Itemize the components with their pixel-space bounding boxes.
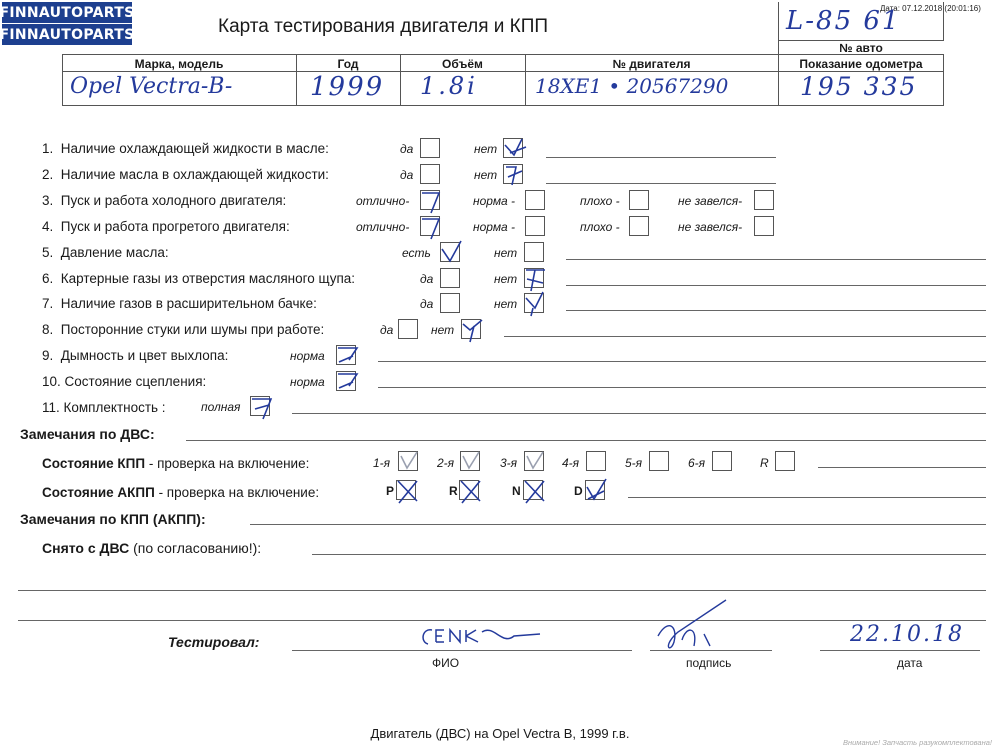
q5-yes-checkbox[interactable] xyxy=(440,242,460,262)
col-header-engine-number: № двигателя xyxy=(612,57,691,71)
volume-value: 1.8i xyxy=(420,72,478,100)
akpp-gear-n-checkbox[interactable] xyxy=(523,480,543,500)
q2-yes-checkbox[interactable] xyxy=(420,164,440,184)
check-mark-icon xyxy=(502,161,528,189)
check-mark-icon xyxy=(523,265,549,293)
q3-option-excellent-label: отлично- xyxy=(356,194,410,208)
q10-normal-checkbox[interactable] xyxy=(336,371,356,391)
q3-option-normal-label: норма - xyxy=(473,194,516,208)
check-mark-icon xyxy=(395,477,421,505)
kpp-gear-4-label: 4-я xyxy=(562,456,580,470)
check-mark-icon xyxy=(460,316,486,344)
brand-logo-repeat: FINNAUTOPARTS xyxy=(2,24,132,45)
q2-option-yes-label: да xyxy=(400,168,414,182)
fio-caption: ФИО xyxy=(432,656,460,670)
akpp-gear-d-checkbox[interactable] xyxy=(585,480,605,500)
signature-caption: подпись xyxy=(686,656,732,670)
model-value: Opel Vectra-B- xyxy=(70,74,233,99)
q5-no-checkbox[interactable] xyxy=(524,242,544,262)
q8-option-no-label: нет xyxy=(431,323,455,337)
check-mark-icon xyxy=(523,290,549,318)
kpp-gear-r-checkbox[interactable] xyxy=(775,451,795,471)
q7-option-yes-label: да xyxy=(420,297,434,311)
removed-parts-label: Снято с ДВС (по согласованию!): xyxy=(42,540,262,556)
akpp-gear-n-label: N xyxy=(512,484,521,498)
engine-remarks-label: Замечания по ДВС: xyxy=(20,426,155,442)
auto-number-label: № авто xyxy=(839,41,883,55)
question-4: 4. Пуск и работа прогретого двигателя: xyxy=(42,219,290,234)
q7-no-checkbox[interactable] xyxy=(524,293,544,313)
col-header-year: Год xyxy=(337,57,359,71)
kpp-gear-2-label: 2-я xyxy=(437,456,455,470)
check-mark-icon xyxy=(335,342,361,370)
check-mark-icon xyxy=(522,477,548,505)
q6-option-no-label: нет xyxy=(494,272,518,286)
question-8: 8. Посторонние стуки или шумы при работе: xyxy=(42,322,325,337)
q9-normal-checkbox[interactable] xyxy=(336,345,356,365)
q3-excellent-checkbox[interactable] xyxy=(420,190,440,210)
signature-scribble-icon xyxy=(648,596,738,656)
date-caption: дата xyxy=(897,656,923,670)
q3-option-nostart-label: не завелся- xyxy=(678,194,743,208)
tested-by-label: Тестировал: xyxy=(168,634,260,650)
q8-yes-checkbox[interactable] xyxy=(398,319,418,339)
q4-option-bad-label: плохо - xyxy=(580,220,620,234)
odometer-value: 195 335 xyxy=(800,72,918,101)
check-mark-icon xyxy=(459,448,485,476)
akpp-gear-r-label: R xyxy=(449,484,458,498)
check-mark-icon xyxy=(397,448,423,476)
check-mark-icon xyxy=(584,477,610,505)
question-3: 3. Пуск и работа холодного двигателя: xyxy=(42,193,287,208)
q1-no-checkbox[interactable] xyxy=(503,138,523,158)
check-mark-icon xyxy=(523,448,549,476)
q4-nostart-checkbox[interactable] xyxy=(754,216,774,236)
check-mark-icon xyxy=(439,239,465,267)
year-value: 1999 xyxy=(310,72,385,102)
tester-name-scribble-icon xyxy=(418,622,548,652)
page-title: Карта тестирования двигателя и КПП xyxy=(218,16,549,37)
kpp-label: Состояние КПП - проверка на включение: xyxy=(42,456,310,471)
q4-bad-checkbox[interactable] xyxy=(629,216,649,236)
kpp-gear-5-checkbox[interactable] xyxy=(649,451,669,471)
q3-nostart-checkbox[interactable] xyxy=(754,190,774,210)
q4-option-nostart-label: не завелся- xyxy=(678,220,743,234)
stock-code: L-85 61 xyxy=(786,6,901,36)
q2-no-checkbox[interactable] xyxy=(503,164,523,184)
check-mark-icon xyxy=(335,368,361,396)
question-9: 9. Дымность и цвет выхлопа: xyxy=(42,348,229,363)
q9-option-normal-label: норма xyxy=(290,349,325,363)
q6-yes-checkbox[interactable] xyxy=(440,268,460,288)
check-mark-icon xyxy=(502,135,528,163)
q4-excellent-checkbox[interactable] xyxy=(420,216,440,236)
question-1: 1. Наличие охлаждающей жидкости в масле: xyxy=(42,141,329,156)
kpp-remarks-label: Замечания по КПП (АКПП): xyxy=(20,511,206,527)
akpp-gear-r-checkbox[interactable] xyxy=(459,480,479,500)
q11-complete-checkbox[interactable] xyxy=(250,396,270,416)
q1-option-yes-label: да xyxy=(400,142,414,156)
q5-option-no-label: нет xyxy=(494,246,518,260)
q1-option-no-label: нет xyxy=(474,142,498,156)
engine-number-value: 18XE1 • 20567290 xyxy=(535,74,729,98)
akpp-gear-p-checkbox[interactable] xyxy=(396,480,416,500)
kpp-gear-2-checkbox[interactable] xyxy=(460,451,480,471)
q4-normal-checkbox[interactable] xyxy=(525,216,545,236)
check-mark-icon xyxy=(249,393,275,421)
col-header-model: Марка, модель xyxy=(134,57,224,71)
q4-option-normal-label: норма - xyxy=(473,220,516,234)
akpp-gear-d-label: D xyxy=(574,484,583,498)
image-caption: Двигатель (ДВС) на Opel Vectra B, 1999 г.в. xyxy=(370,726,630,741)
q4-option-excellent-label: отлично- xyxy=(356,220,410,234)
kpp-gear-r-label: R xyxy=(760,456,769,470)
q8-no-checkbox[interactable] xyxy=(461,319,481,339)
test-date-value: 22.10.18 xyxy=(850,622,964,647)
brand-logo: FINNAUTOPARTS xyxy=(2,2,132,23)
q3-option-bad-label: плохо - xyxy=(580,194,620,208)
check-mark-icon xyxy=(419,187,445,215)
date-stamp: Дата: 07.12.2018 (20:01:16) xyxy=(880,4,981,13)
kpp-gear-3-checkbox[interactable] xyxy=(524,451,544,471)
kpp-gear-1-checkbox[interactable] xyxy=(398,451,418,471)
q6-option-yes-label: да xyxy=(420,272,434,286)
question-7: 7. Наличие газов в расширительном бачке: xyxy=(42,296,317,311)
q3-bad-checkbox[interactable] xyxy=(629,190,649,210)
akpp-label: Состояние АКПП - проверка на включение: xyxy=(42,485,320,500)
kpp-gear-3-label: 3-я xyxy=(500,456,518,470)
question-6: 6. Картерные газы из отверстия масляного щупа: xyxy=(42,271,356,286)
kpp-gear-5-label: 5-я xyxy=(625,456,643,470)
q3-normal-checkbox[interactable] xyxy=(525,190,545,210)
akpp-gear-p-label: P xyxy=(386,484,395,498)
question-2: 2. Наличие масла в охлаждающей жидкости: xyxy=(42,167,329,182)
q7-yes-checkbox[interactable] xyxy=(440,293,460,313)
check-mark-icon xyxy=(458,477,484,505)
kpp-gear-6-label: 6-я xyxy=(688,456,706,470)
kpp-gear-4-checkbox[interactable] xyxy=(586,451,606,471)
check-mark-icon xyxy=(419,213,445,241)
q6-no-checkbox[interactable] xyxy=(524,268,544,288)
question-10: 10. Состояние сцепления: xyxy=(42,374,207,389)
q7-option-no-label: нет xyxy=(494,297,518,311)
question-5: 5. Давление масла: xyxy=(42,245,169,260)
question-11: 11. Комплектность : xyxy=(42,400,166,415)
q10-option-normal-label: норма xyxy=(290,375,325,389)
q2-option-no-label: нет xyxy=(474,168,498,182)
watermark-text: Внимание! Запчасть разукомплектована! xyxy=(843,738,992,747)
q8-option-yes-label: да xyxy=(380,323,394,337)
odometer-label: Показание одометра xyxy=(799,57,923,71)
kpp-gear-1-label: 1-я xyxy=(373,456,391,470)
kpp-gear-6-checkbox[interactable] xyxy=(712,451,732,471)
col-header-volume: Объём xyxy=(442,57,483,71)
q1-yes-checkbox[interactable] xyxy=(420,138,440,158)
q5-option-yes-label: есть xyxy=(402,246,431,260)
q11-option-complete-label: полная xyxy=(201,400,241,414)
